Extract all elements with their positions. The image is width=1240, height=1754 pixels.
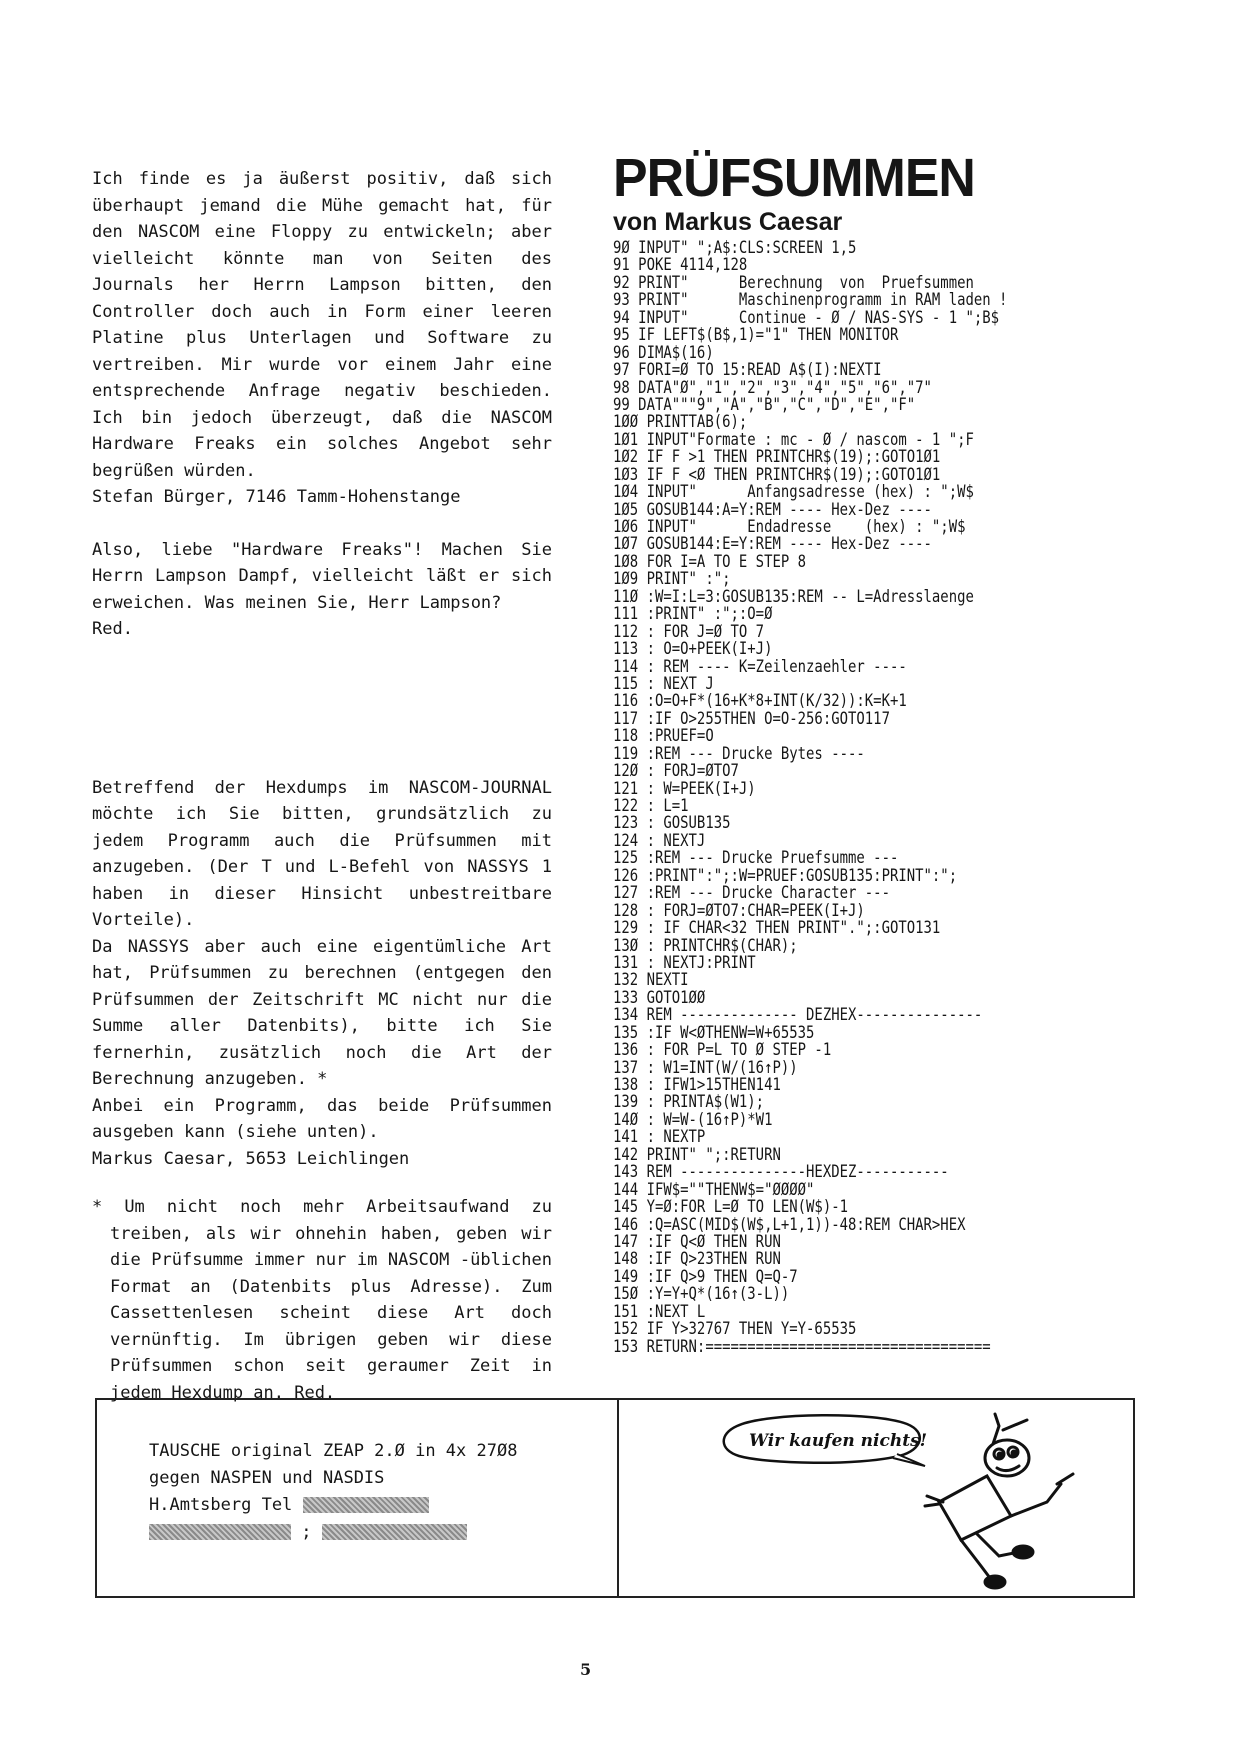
code-line: 132 NEXTI xyxy=(613,970,689,991)
code-line: 14Ø : W=W-(16↑P)*W1 xyxy=(613,1109,773,1130)
code-line: 1Ø9 PRINT" :"; xyxy=(613,569,731,590)
redacted-area-code xyxy=(149,1524,291,1540)
code-line: 116 :O=O+F*(16+K*8+INT(K/32)):K=K+1 xyxy=(613,691,907,712)
code-line: 12Ø : FORJ=ØTO7 xyxy=(613,761,739,782)
code-line: 136 : FOR P=L TO Ø STEP -1 xyxy=(613,1040,832,1061)
ad-separator: ; xyxy=(301,1522,312,1542)
ad-line: gegen NASPEN und NASDIS xyxy=(149,1468,385,1488)
code-line: 1Ø5 GOSUB144:A=Y:REM ---- Hex-Dez ---- xyxy=(613,499,932,520)
code-line: 131 : NEXTJ:PRINT xyxy=(613,952,756,973)
letter-paragraph: Da NASSYS aber auch eine eigentümliche Art hat, Prüfsummen zu berechnen (entgegen den Prüfsummen der Zeitschrift MC nicht nur die Summe aller Datenbits), bitte ich Sie fernerhin, zusätzlich noch die Art der Berechnung anzugeben. * xyxy=(92,936,552,1089)
code-line: 114 : REM ---- K=Zeilenzaehler ---- xyxy=(613,656,907,677)
code-line: 119 :REM --- Drucke Bytes ---- xyxy=(613,743,865,764)
code-line: 126 :PRINT":";:W=PRUEF:GOSUB135:PRINT":"; xyxy=(613,865,958,886)
code-line: 141 : NEXTP xyxy=(613,1127,706,1148)
code-line: 1Ø8 FOR I=A TO E STEP 8 xyxy=(613,551,807,572)
speech-text: Wir kaufen nichts! xyxy=(749,1431,928,1451)
classified-ad xyxy=(149,1438,517,1546)
code-line: 11Ø :W=I:L=3:GOSUB135:REM -- L=Adresslaenge xyxy=(613,586,974,607)
code-line: 115 : NEXT J xyxy=(613,673,714,694)
ad-divider xyxy=(617,1400,619,1596)
ad-contact-line-2 xyxy=(149,1519,517,1546)
code-line: 151 :NEXT L xyxy=(613,1301,706,1322)
code-line: 139 : PRINTA$(W1); xyxy=(613,1092,765,1113)
code-line: 1ØØ PRINTTAB(6); xyxy=(613,412,748,433)
code-line: 98 DATA"Ø","1","2","3","4","5","6","7" xyxy=(613,377,932,398)
ad-line: TAUSCHE original ZEAP 2.Ø in 4x 27Ø8 xyxy=(149,1441,518,1461)
code-line: 15Ø :Y=Y+Q*(16↑(3-L)) xyxy=(613,1284,790,1305)
code-line: 96 DIMA$(16) xyxy=(613,342,714,363)
code-line: 137 : W1=INT(W/(16↑P)) xyxy=(613,1057,798,1078)
redacted-phone xyxy=(303,1497,429,1513)
code-line: 135 :IF W<ØTHENW=W+65535 xyxy=(613,1022,815,1043)
letter-paragraph: Betreffend der Hexdumps im NASCOM-JOURNAL möchte ich Sie bitten, grundsätzlich zu jedem Programm auch die Prüfsummen mit anzugeben. (Der T und L-Befehl von NASSYS 1 haben in dieser Hinsicht unbestreitbare Vorteile). xyxy=(92,777,552,930)
letters-column xyxy=(92,166,552,1406)
code-line: 1Ø2 IF F >1 THEN PRINTCHR$(19);:GOTO1Ø1 xyxy=(613,447,941,468)
code-line: 111 :PRINT" :";:O=Ø xyxy=(613,604,773,625)
code-line: 1Ø1 INPUT"Formate : mc - Ø / nascom - 1 ";F xyxy=(613,429,974,450)
ad-contact-line xyxy=(149,1492,517,1519)
cartoon-illustration xyxy=(627,1406,1127,1592)
code-line: 133 GOTO1ØØ xyxy=(613,987,706,1008)
letter-paragraph: Ich finde es ja äußerst positiv, daß sich überhaupt jemand die Mühe gemacht hat, für den NASCOM eine Floppy zu entwickeln; aber vielleicht könnte man von Seiten des Journals her Herrn Lampson bitten, den Controller doch auch in Form einer leeren Platine plus Unterlagen und Software zu vertreiben. Mir wurde vor einem Jahr eine entsprechende Anfrage negativ beschieden. Ich bin jedoch überzeugt, daß die NASCOM Hardware Freaks ein solches Angebot sehr begrüßen würden. xyxy=(92,169,552,481)
code-line: 121 : W=PEEK(I+J) xyxy=(613,778,756,799)
code-line: 134 REM -------------- DEZHEX--------------- xyxy=(613,1005,983,1026)
code-line: 97 FORI=Ø TO 15:READ A$(I):NEXTI xyxy=(613,360,882,381)
ad-contact: H.Amtsberg Tel xyxy=(149,1495,293,1515)
code-line: 1Ø6 INPUT" Endadresse (hex) : ";W$ xyxy=(613,517,966,537)
basic-listing xyxy=(613,240,1039,1356)
cartoon-figure xyxy=(925,1414,1073,1588)
editor-reply: Also, liebe "Hardware Freaks"! Machen Sie Herrn Lampson Dampf, vielleicht läßt er sich erweichen. Was meinen Sie, Herr Lampson? xyxy=(92,539,552,613)
letter-signature: Markus Caesar, 5653 Leichlingen xyxy=(92,1148,410,1169)
pruefsummen-article xyxy=(613,150,1133,1356)
code-line: 148 :IF Q>23THEN RUN xyxy=(613,1249,781,1270)
letter-signature: Stefan Bürger, 7146 Tamm-Hohenstange xyxy=(92,487,461,507)
redacted-number xyxy=(322,1524,467,1540)
code-line: 145 Y=Ø:FOR L=Ø TO LEN(W$)-1 xyxy=(613,1197,848,1218)
code-line: 124 : NEXTJ xyxy=(613,830,706,851)
letter-paragraph: Anbei ein Programm, das beide Prüfsummen ausgeben kann (siehe unten). xyxy=(92,1095,552,1142)
code-line: 122 : L=1 xyxy=(613,796,689,816)
code-line: 129 : IF CHAR<32 THEN PRINT".";:GOTO131 xyxy=(613,918,941,939)
code-line: 143 REM ---------------HEXDEZ----------- xyxy=(613,1162,949,1183)
code-line: 113 : O=O+PEEK(I+J) xyxy=(613,639,773,660)
page-number: 5 xyxy=(580,1660,592,1679)
article-title: PRÜFSUMMEN xyxy=(613,148,975,208)
code-line: 91 POKE 4114,128 xyxy=(613,255,748,276)
editor-footnote: * Um nicht noch mehr Arbeitsaufwand zu treiben, als wir ohnehin haben, geben wir die Prüfsumme immer nur im NASCOM -üblichen Format an (Datenbits plus Adresse). Zum Cassettenlesen scheint diese Art doch vernünftig. Im übrigen geben wir diese Prüfsummen schon seit geraumer Zeit in jedem Hexdump an. Red. xyxy=(92,1197,552,1403)
code-line: 128 : FORJ=ØTO7:CHAR=PEEK(I+J) xyxy=(613,900,865,921)
code-line: 94 INPUT" Continue - Ø / NAS-SYS - 1 ";B$ xyxy=(613,307,1000,328)
code-line: 149 :IF Q>9 THEN Q=Q-7 xyxy=(613,1266,798,1287)
code-line: 127 :REM --- Drucke Character --- xyxy=(613,883,890,904)
code-line: 144 IFW$=""THENW$="ØØØØ" xyxy=(613,1179,815,1200)
code-line: 93 PRINT" Maschinenprogramm in RAM laden ! xyxy=(613,290,1008,311)
code-line: 125 :REM --- Drucke Pruefsumme --- xyxy=(613,848,899,869)
code-line: 95 IF LEFT$(B$,1)="1" THEN MONITOR xyxy=(613,325,899,346)
code-line: 153 RETURN:================================== xyxy=(613,1336,991,1357)
code-line: 13Ø : PRINTCHR$(CHAR); xyxy=(613,935,798,956)
article-byline: von Markus Caesar xyxy=(613,208,843,236)
code-line: 123 : GOSUB135 xyxy=(613,813,731,834)
code-line: 117 :IF O>255THEN O=O-256:GOTO117 xyxy=(613,708,890,729)
code-line: 1Ø4 INPUT" Anfangsadresse (hex) : ";W$ xyxy=(613,482,974,503)
code-line: 112 : FOR J=Ø TO 7 xyxy=(613,621,765,642)
code-line: 99 DATA"""9","A","B","C","D","E","F" xyxy=(613,394,916,415)
code-line: 92 PRINT" Berechnung von Pruefsummen xyxy=(613,272,974,293)
code-line: 147 :IF Q<Ø THEN RUN xyxy=(613,1231,781,1252)
code-line: 152 IF Y>32767 THEN Y=Y-65535 xyxy=(613,1319,857,1340)
editor-signature: Red. xyxy=(92,619,133,639)
code-line: 118 :PRUEF=O xyxy=(613,726,714,747)
code-line: 142 PRINT" ";:RETURN xyxy=(613,1144,781,1165)
code-line: 1Ø7 GOSUB144:E=Y:REM ---- Hex-Dez ---- xyxy=(613,534,932,555)
code-line: 9Ø INPUT" ";A$:CLS:SCREEN 1,5 xyxy=(613,238,857,258)
classified-ad-box xyxy=(95,1398,1135,1598)
code-line: 1Ø3 IF F <Ø THEN PRINTCHR$(19);:GOTO1Ø1 xyxy=(613,464,941,485)
code-line: 146 :Q=ASC(MID$(W$,L+1,1))-48:REM CHAR>HEX xyxy=(613,1214,966,1235)
code-line: 138 : IFW1>15THEN141 xyxy=(613,1075,781,1095)
